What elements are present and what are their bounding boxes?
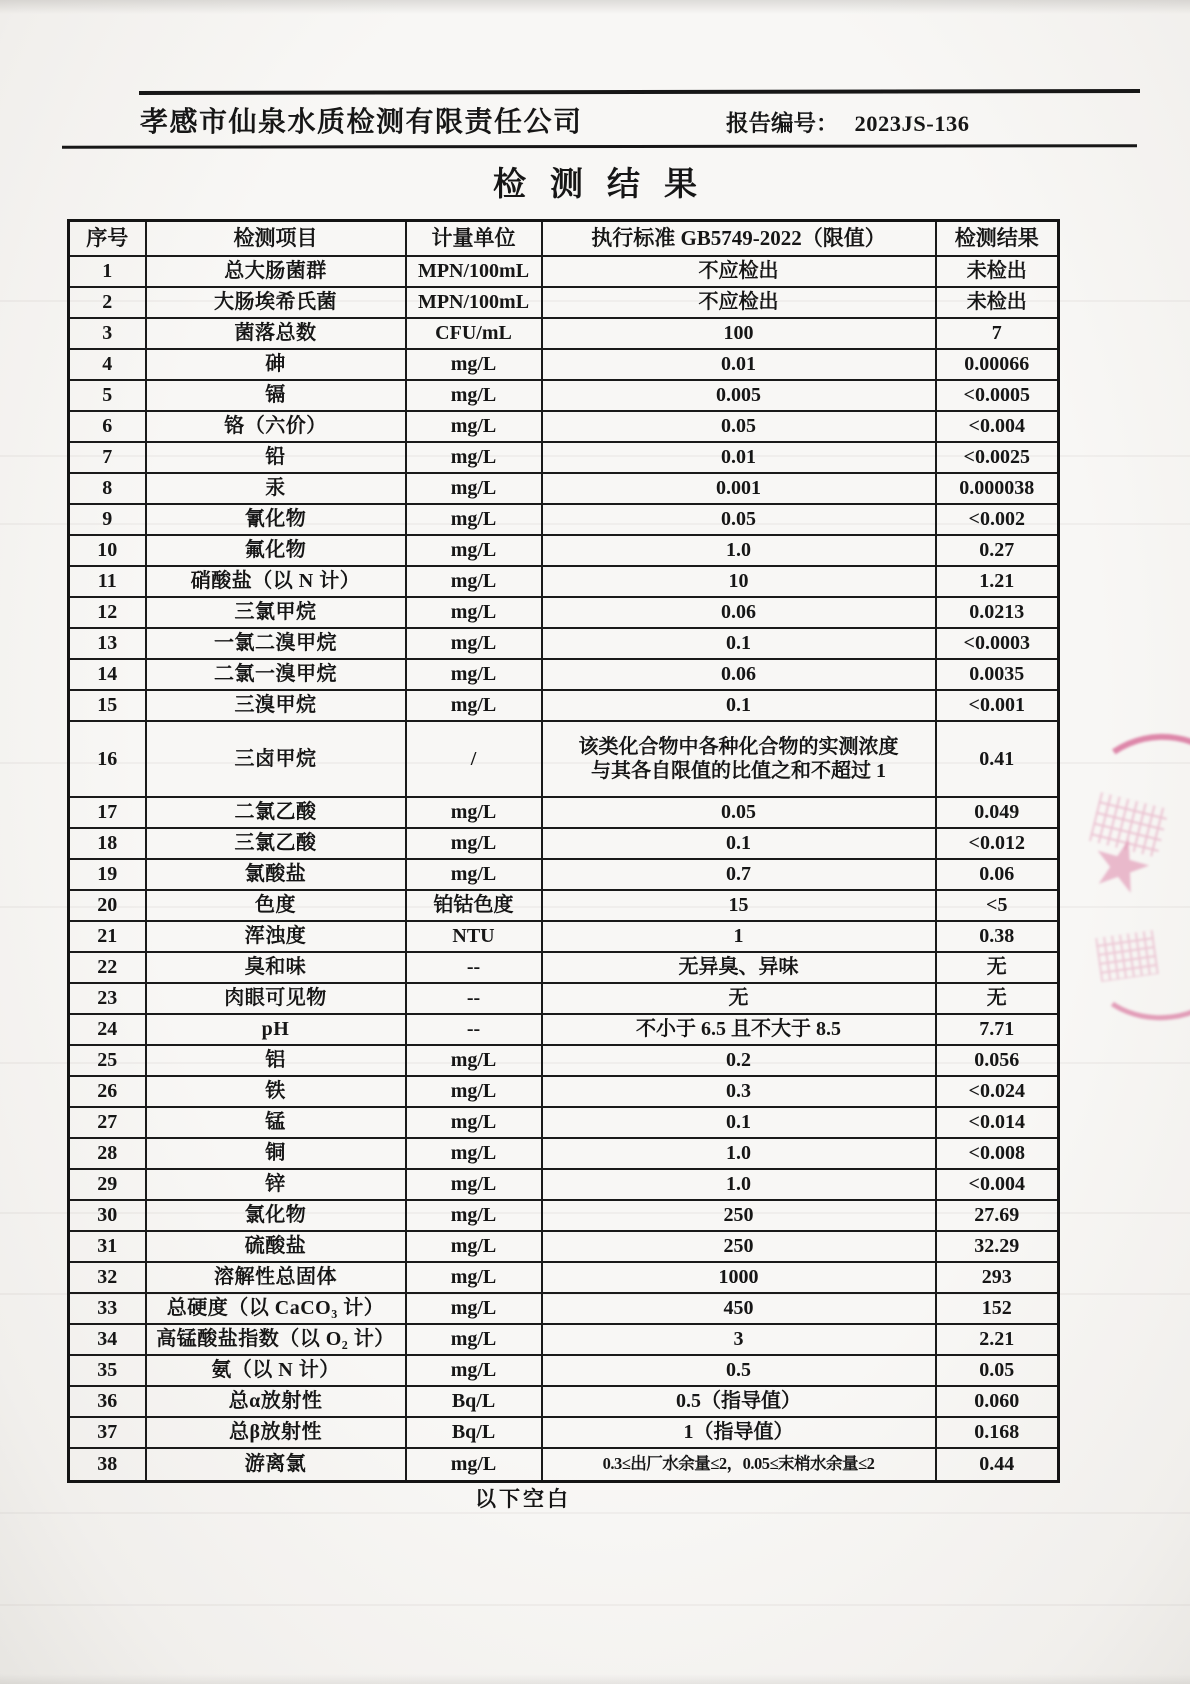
cell-result: 152 (936, 1293, 1059, 1324)
col-header-item: 检测项目 (146, 221, 406, 257)
table-row (69, 628, 1059, 659)
cell-limit: 1（指导值） (542, 1417, 936, 1448)
cell-unit: mg/L (406, 1448, 542, 1482)
cell-limit: 100 (542, 318, 936, 349)
table-row (69, 411, 1059, 442)
cell-result: 无 (936, 983, 1059, 1014)
table-row (69, 1076, 1059, 1107)
table-row (69, 828, 1059, 859)
cell-item: 高锰酸盐指数（以 O₂ 计） (146, 1324, 406, 1355)
cell-limit: 0.1 (542, 690, 936, 721)
cell-item: 三溴甲烷 (146, 690, 406, 721)
cell-unit: CFU/mL (406, 318, 542, 349)
cell-unit: -- (406, 1014, 542, 1045)
cell-result: 0.060 (936, 1386, 1059, 1417)
cell-unit: mg/L (406, 1231, 542, 1262)
cell-limit: 0.001 (542, 473, 936, 504)
cell-result: <0.0003 (936, 628, 1059, 659)
header-rule-top (139, 89, 1140, 95)
cell-result: <0.001 (936, 690, 1059, 721)
cell-no: 21 (69, 921, 146, 952)
cell-item: 三卤甲烷 (146, 721, 406, 797)
cell-item: 铜 (146, 1138, 406, 1169)
cell-no: 37 (69, 1417, 146, 1448)
cell-no: 30 (69, 1200, 146, 1231)
cell-item: 氰化物 (146, 504, 406, 535)
cell-no: 6 (69, 411, 146, 442)
cell-limit: 0.06 (542, 659, 936, 690)
cell-result: 0.000038 (936, 473, 1059, 504)
table-row (69, 1355, 1059, 1386)
cell-unit: -- (406, 983, 542, 1014)
cell-no: 36 (69, 1386, 146, 1417)
cell-item: 总大肠菌群 (146, 256, 406, 287)
table-row (69, 721, 1059, 797)
cell-no: 28 (69, 1138, 146, 1169)
cell-unit: -- (406, 952, 542, 983)
cell-result: 0.38 (936, 921, 1059, 952)
col-header-unit: 计量单位 (406, 221, 542, 257)
cell-no: 22 (69, 952, 146, 983)
cell-result: <0.004 (936, 1169, 1059, 1200)
cell-limit: 0.05 (542, 504, 936, 535)
cell-result: 0.0213 (936, 597, 1059, 628)
cell-unit: mg/L (406, 1293, 542, 1324)
cell-no: 19 (69, 859, 146, 890)
cell-item: 溶解性总固体 (146, 1262, 406, 1293)
cell-no: 4 (69, 349, 146, 380)
cell-no: 7 (69, 442, 146, 473)
red-seal-stamp (1072, 722, 1190, 1042)
cell-unit: mg/L (406, 349, 542, 380)
cell-item: 汞 (146, 473, 406, 504)
cell-no: 24 (69, 1014, 146, 1045)
col-header-limit: 执行标准 GB5749-2022（限值） (542, 221, 936, 257)
cell-item: 硝酸盐（以 N 计） (146, 566, 406, 597)
table-row (69, 1107, 1059, 1138)
report-number-value: 2023JS-136 (854, 111, 970, 136)
cell-result: 未检出 (936, 287, 1059, 318)
table-row (69, 1324, 1059, 1355)
cell-item: 总硬度（以 CaCO₃ 计） (146, 1293, 406, 1324)
cell-item: 二氯一溴甲烷 (146, 659, 406, 690)
cell-unit: mg/L (406, 690, 542, 721)
cell-result: <0.0025 (936, 442, 1059, 473)
cell-limit: 0.5 (542, 1355, 936, 1386)
cell-result: 0.0035 (936, 659, 1059, 690)
cell-limit: 不小于 6.5 且不大于 8.5 (542, 1014, 936, 1045)
cell-limit: 0.05 (542, 411, 936, 442)
table-row (69, 1014, 1059, 1045)
cell-item: 铅 (146, 442, 406, 473)
cell-no: 9 (69, 504, 146, 535)
cell-unit: mg/L (406, 828, 542, 859)
results-table (67, 219, 1060, 1483)
cell-limit: 0.1 (542, 828, 936, 859)
cell-no: 1 (69, 256, 146, 287)
table-row (69, 1386, 1059, 1417)
stamp-arc-bottom (1077, 881, 1190, 1030)
below-blank-note: 以下空白 (475, 1487, 571, 1511)
cell-result: 0.00066 (936, 349, 1059, 380)
cell-no: 12 (69, 597, 146, 628)
cell-no: 34 (69, 1324, 146, 1355)
cell-no: 3 (69, 318, 146, 349)
cell-item: 氯化物 (146, 1200, 406, 1231)
cell-limit: 1.0 (542, 1169, 936, 1200)
cell-no: 29 (69, 1169, 146, 1200)
cell-limit: 1000 (542, 1262, 936, 1293)
cell-unit: mg/L (406, 535, 542, 566)
cell-result: 32.29 (936, 1231, 1059, 1262)
report-number (726, 106, 970, 138)
table-row (69, 690, 1059, 721)
cell-no: 27 (69, 1107, 146, 1138)
company-name: 孝感市仙泉水质检测有限责任公司 (140, 107, 583, 138)
stamp-arc-top (1066, 722, 1190, 914)
cell-no: 2 (69, 287, 146, 318)
cell-item: 铁 (146, 1076, 406, 1107)
table-row (69, 1417, 1059, 1448)
cell-limit: 0.01 (542, 442, 936, 473)
table-row (69, 890, 1059, 921)
col-header-no: 序号 (69, 221, 146, 257)
scan-streak (0, 1604, 1190, 1606)
table-row (69, 535, 1059, 566)
cell-item: 三氯甲烷 (146, 597, 406, 628)
table-row (69, 504, 1059, 535)
table-row (69, 859, 1059, 890)
cell-limit: 15 (542, 890, 936, 921)
cell-no: 16 (69, 721, 146, 797)
cell-unit: Bq/L (406, 1386, 542, 1417)
cell-result: <0.024 (936, 1076, 1059, 1107)
cell-limit: 450 (542, 1293, 936, 1324)
cell-no: 26 (69, 1076, 146, 1107)
cell-result: 0.41 (936, 721, 1059, 797)
cell-result: <0.002 (936, 504, 1059, 535)
cell-item: 砷 (146, 349, 406, 380)
cell-limit: 0.005 (542, 380, 936, 411)
cell-limit: 1 (542, 921, 936, 952)
cell-unit: 铂钴色度 (406, 890, 542, 921)
cell-limit: 0.2 (542, 1045, 936, 1076)
cell-item: 肉眼可见物 (146, 983, 406, 1014)
cell-unit: mg/L (406, 659, 542, 690)
cell-unit: mg/L (406, 1169, 542, 1200)
cell-limit: 250 (542, 1200, 936, 1231)
cell-unit: mg/L (406, 797, 542, 828)
cell-item: 总α放射性 (146, 1386, 406, 1417)
cell-result: 0.05 (936, 1355, 1059, 1386)
cell-item: 铝 (146, 1045, 406, 1076)
table-row (69, 1231, 1059, 1262)
cell-limit: 不应检出 (542, 256, 936, 287)
cell-unit: mg/L (406, 597, 542, 628)
table-row (69, 1262, 1059, 1293)
cell-unit: mg/L (406, 628, 542, 659)
cell-unit: mg/L (406, 1324, 542, 1355)
cell-no: 38 (69, 1448, 146, 1482)
cell-result: 2.21 (936, 1324, 1059, 1355)
cell-unit: Bq/L (406, 1417, 542, 1448)
cell-limit: 无 (542, 983, 936, 1014)
cell-item: 锌 (146, 1169, 406, 1200)
stamp-text-smudge (1095, 930, 1159, 982)
cell-limit: 0.3≤出厂水余量≤2，0.05≤末梢水余量≤2 (542, 1448, 936, 1482)
cell-result: 0.06 (936, 859, 1059, 890)
cell-no: 15 (69, 690, 146, 721)
cell-unit: mg/L (406, 859, 542, 890)
cell-item: 氨（以 N 计） (146, 1355, 406, 1386)
report-number-label: 报告编号： (726, 111, 839, 136)
cell-no: 8 (69, 473, 146, 504)
cell-limit: 0.7 (542, 859, 936, 890)
cell-unit: mg/L (406, 566, 542, 597)
cell-unit: mg/L (406, 504, 542, 535)
cell-result: 293 (936, 1262, 1059, 1293)
cell-no: 18 (69, 828, 146, 859)
table-row (69, 921, 1059, 952)
cell-limit: 250 (542, 1231, 936, 1262)
cell-no: 23 (69, 983, 146, 1014)
cell-limit: 0.06 (542, 597, 936, 628)
table-row (69, 659, 1059, 690)
cell-limit: 0.1 (542, 1107, 936, 1138)
cell-result: <0.012 (936, 828, 1059, 859)
table-header-row (69, 221, 1059, 257)
cell-result: 7 (936, 318, 1059, 349)
cell-limit: 0.1 (542, 628, 936, 659)
cell-unit: mg/L (406, 473, 542, 504)
cell-no: 32 (69, 1262, 146, 1293)
table-row (69, 1448, 1059, 1482)
cell-item: 氯酸盐 (146, 859, 406, 890)
cell-limit: 0.05 (542, 797, 936, 828)
cell-no: 35 (69, 1355, 146, 1386)
cell-limit: 0.3 (542, 1076, 936, 1107)
cell-no: 11 (69, 566, 146, 597)
cell-result: <0.008 (936, 1138, 1059, 1169)
cell-item: 镉 (146, 380, 406, 411)
stamp-text-smudge (1089, 792, 1169, 857)
cell-no: 25 (69, 1045, 146, 1076)
cell-unit: mg/L (406, 380, 542, 411)
cell-unit: / (406, 721, 542, 797)
cell-no: 20 (69, 890, 146, 921)
table-row (69, 380, 1059, 411)
cell-item: pH (146, 1014, 406, 1045)
cell-result: 0.168 (936, 1417, 1059, 1448)
table-row (69, 256, 1059, 287)
table-row (69, 318, 1059, 349)
cell-unit: mg/L (406, 1200, 542, 1231)
cell-item: 色度 (146, 890, 406, 921)
table-row (69, 1200, 1059, 1231)
cell-result: <0.004 (936, 411, 1059, 442)
cell-result: 27.69 (936, 1200, 1059, 1231)
cell-no: 17 (69, 797, 146, 828)
cell-result: 0.27 (936, 535, 1059, 566)
cell-item: 铬（六价） (146, 411, 406, 442)
cell-item: 一氯二溴甲烷 (146, 628, 406, 659)
stamp-star-icon: ★ (1079, 816, 1163, 914)
cell-limit: 不应检出 (542, 287, 936, 318)
cell-limit: 1.0 (542, 535, 936, 566)
results-table-body (69, 256, 1059, 1482)
cell-unit: mg/L (406, 1262, 542, 1293)
cell-limit: 1.0 (542, 1138, 936, 1169)
cell-limit: 0.5（指导值） (542, 1386, 936, 1417)
cell-result: 7.71 (936, 1014, 1059, 1045)
cell-item: 锰 (146, 1107, 406, 1138)
cell-unit: mg/L (406, 1107, 542, 1138)
cell-unit: MPN/100mL (406, 256, 542, 287)
table-row (69, 597, 1059, 628)
cell-item: 氟化物 (146, 535, 406, 566)
table-row (69, 473, 1059, 504)
cell-no: 14 (69, 659, 146, 690)
cell-result: <0.0005 (936, 380, 1059, 411)
col-header-result: 检测结果 (936, 221, 1059, 257)
cell-item: 臭和味 (146, 952, 406, 983)
cell-item: 二氯乙酸 (146, 797, 406, 828)
cell-limit: 10 (542, 566, 936, 597)
cell-item: 硫酸盐 (146, 1231, 406, 1262)
cell-unit: MPN/100mL (406, 287, 542, 318)
header-rule-bottom (62, 144, 1137, 149)
cell-no: 13 (69, 628, 146, 659)
table-row (69, 1138, 1059, 1169)
cell-unit: mg/L (406, 442, 542, 473)
cell-unit: mg/L (406, 1045, 542, 1076)
cell-result: <5 (936, 890, 1059, 921)
cell-no: 5 (69, 380, 146, 411)
cell-result: 0.44 (936, 1448, 1059, 1482)
cell-no: 31 (69, 1231, 146, 1262)
cell-item: 大肠埃希氏菌 (146, 287, 406, 318)
cell-unit: mg/L (406, 1076, 542, 1107)
cell-result: 0.056 (936, 1045, 1059, 1076)
cell-limit: 该类化合物中各种化合物的实测浓度与其各自限值的比值之和不超过 1 (542, 721, 936, 797)
cell-item: 三氯乙酸 (146, 828, 406, 859)
cell-item: 总β放射性 (146, 1417, 406, 1448)
cell-result: 0.049 (936, 797, 1059, 828)
table-row (69, 983, 1059, 1014)
cell-limit: 0.01 (542, 349, 936, 380)
cell-result: 无 (936, 952, 1059, 983)
table-row (69, 1045, 1059, 1076)
cell-no: 33 (69, 1293, 146, 1324)
cell-item: 浑浊度 (146, 921, 406, 952)
cell-result: <0.014 (936, 1107, 1059, 1138)
cell-unit: mg/L (406, 411, 542, 442)
table-row (69, 566, 1059, 597)
table-row (69, 1169, 1059, 1200)
cell-result: 1.21 (936, 566, 1059, 597)
cell-no: 10 (69, 535, 146, 566)
cell-item: 菌落总数 (146, 318, 406, 349)
cell-unit: mg/L (406, 1138, 542, 1169)
table-row (69, 797, 1059, 828)
cell-unit: mg/L (406, 1355, 542, 1386)
table-row (69, 952, 1059, 983)
table-row (69, 287, 1059, 318)
cell-result: 未检出 (936, 256, 1059, 287)
cell-limit: 3 (542, 1324, 936, 1355)
cell-unit: NTU (406, 921, 542, 952)
table-row (69, 442, 1059, 473)
cell-item: 游离氯 (146, 1448, 406, 1482)
cell-limit: 无异臭、异味 (542, 952, 936, 983)
page-title: 检测结果 (493, 167, 721, 203)
table-row (69, 1293, 1059, 1324)
table-row (69, 349, 1059, 380)
